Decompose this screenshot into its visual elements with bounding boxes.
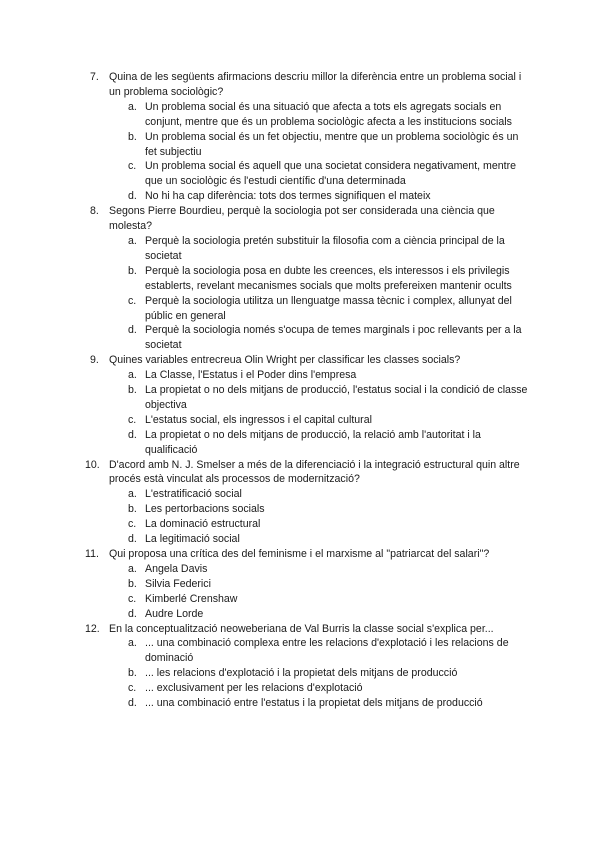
option-letter: d. (128, 533, 137, 546)
option-letter: b. (128, 384, 137, 397)
option-letter: a. (128, 369, 137, 382)
option-letter: d. (128, 428, 137, 441)
question-number: 10. (85, 458, 100, 471)
answer-option (90, 368, 530, 383)
option-letter: d. (128, 190, 137, 203)
option-text: Silvia Federici (145, 577, 211, 590)
option-text: No hi ha cap diferència: tots dos termes signifiquen el mateix (145, 190, 431, 203)
option-text: L'estatus social, els ingressos i el capital cultural (145, 413, 372, 426)
answer-option (90, 666, 530, 681)
option-text: Les pertorbacions socials (145, 503, 265, 516)
question-item (85, 622, 530, 711)
option-letter: a. (128, 100, 137, 113)
option-letter: b. (128, 130, 137, 143)
question-list (85, 70, 530, 711)
option-list (90, 562, 530, 622)
answer-option (90, 264, 530, 294)
question-text: D'acord amb N. J. Smelser a més de la diferenciació i la integració estructural quin altre procés està vinculat als processos de modernització? (109, 458, 520, 486)
option-letter: c. (128, 682, 137, 695)
option-list (90, 368, 530, 457)
answer-option (90, 681, 530, 696)
answer-option (90, 413, 530, 428)
option-letter: a. (128, 637, 137, 650)
option-text: Un problema social és una situació que afecta a tots els agregats socials en conjunt, mentre que és un problema sociològic afecta a les institucions socials (145, 100, 512, 128)
option-letter: b. (128, 503, 137, 516)
question-number: 9. (90, 354, 99, 367)
option-text: La propietat o no dels mitjans de producció, la relació amb l'autoritat i la qualificació (145, 428, 481, 456)
option-text: ... exclusivament per les relacions d'explotació (145, 682, 363, 695)
option-text: L'estratificació social (145, 488, 242, 501)
option-text: Un problema social és aquell que una societat considera negativament, mentre que un sociològic és l'estudi científic d'una determinada (145, 160, 516, 188)
question-item (85, 547, 530, 622)
option-letter: b. (128, 264, 137, 277)
option-text: ... una combinació complexa entre les relacions d'explotació i les relacions de dominació (145, 637, 509, 665)
option-letter: a. (128, 234, 137, 247)
option-letter: a. (128, 488, 137, 501)
question-item (90, 204, 530, 353)
option-text: ... una combinació entre l'estatus i la propietat dels mitjans de producció (145, 697, 483, 710)
question-text: En la conceptualització neoweberiana de Val Burris la classe social s'explica per... (109, 622, 494, 635)
question-stem (85, 458, 530, 488)
answer-option (90, 592, 530, 607)
option-letter: c. (128, 294, 137, 307)
question-stem (90, 70, 530, 100)
option-list (90, 234, 530, 353)
option-letter: d. (128, 324, 137, 337)
option-letter: c. (128, 160, 137, 173)
question-stem (90, 353, 530, 368)
question-stem (90, 204, 530, 234)
option-letter: c. (128, 518, 137, 531)
question-text: Quines variables entrecreua Olin Wright per classificar les classes socials? (109, 354, 461, 367)
question-number: 12. (85, 622, 100, 635)
answer-option (90, 577, 530, 592)
answer-option (90, 696, 530, 711)
question-text: Segons Pierre Bourdieu, perquè la sociologia pot ser considerada una ciència que molesta? (109, 205, 495, 233)
question-text: Qui proposa una crítica des del feminisme i el marxisme al "patriarcat del salari"? (109, 548, 490, 560)
option-text: Perquè la sociologia utilitza un llenguatge massa tècnic i complex, allunyat del públic en general (145, 294, 512, 322)
option-text: La Classe, l'Estatus i el Poder dins l'empresa (145, 369, 357, 382)
question-item (85, 458, 530, 547)
answer-option (90, 100, 530, 130)
option-letter: c. (128, 592, 137, 605)
option-letter: c. (128, 413, 137, 426)
option-letter: d. (128, 607, 137, 620)
answer-option (90, 234, 530, 264)
answer-option (90, 323, 530, 353)
option-letter: a. (128, 562, 137, 575)
answer-option (90, 428, 530, 458)
answer-option (90, 532, 530, 547)
answer-option (90, 636, 530, 666)
answer-option (90, 159, 530, 189)
option-text: Perquè la sociologia posa en dubte les creences, els interessos i els privilegis establerts, revelant mecanismes socials que molts prefereixen mantenir ocults (145, 264, 512, 292)
option-list (90, 487, 530, 547)
option-text: ... les relacions d'explotació i la propietat dels mitjans de producció (145, 667, 458, 680)
answer-option (90, 294, 530, 324)
option-text: La propietat o no dels mitjans de producció, l'estatus social i la condició de classe objectiva (145, 384, 528, 411)
option-letter: b. (128, 577, 137, 590)
question-number: 11. (85, 548, 99, 560)
option-text: Audre Lorde (145, 607, 204, 620)
question-item (90, 70, 530, 204)
option-letter: b. (128, 667, 137, 680)
answer-option (90, 517, 530, 532)
option-text: Perquè la sociologia pretén substituir la filosofia com a ciència principal de la societat (145, 234, 505, 262)
question-stem (85, 622, 530, 637)
question-number: 8. (90, 205, 99, 218)
answer-option (90, 383, 530, 413)
option-text: Kimberlé Crenshaw (145, 592, 238, 605)
option-letter: d. (128, 697, 137, 710)
question-item (90, 353, 530, 457)
option-text: Un problema social és un fet objectiu, mentre que un problema sociològic és un fet subjectiu (145, 130, 519, 158)
option-text: La legitimació social (145, 533, 240, 546)
answer-option (90, 487, 530, 502)
question-number: 7. (90, 71, 99, 83)
option-text: Perquè la sociologia només s'ocupa de temes marginals i poc rellevants per a la societat (145, 324, 522, 352)
answer-option (90, 130, 530, 160)
option-text: La dominació estructural (145, 518, 261, 531)
option-list (90, 636, 530, 711)
option-list (90, 100, 530, 204)
question-text: Quina de les següents afirmacions descriu millor la diferència entre un problema social i un problema sociològic? (109, 71, 522, 98)
question-stem (85, 547, 530, 562)
answer-option (90, 189, 530, 204)
answer-option (90, 607, 530, 622)
answer-option (90, 502, 530, 517)
answer-option (90, 562, 530, 577)
option-text: Angela Davis (145, 562, 208, 575)
